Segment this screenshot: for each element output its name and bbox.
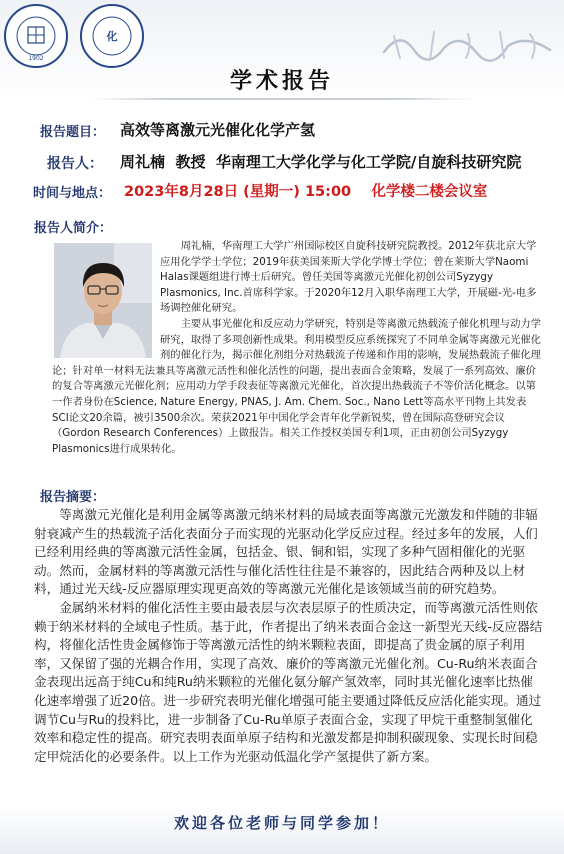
chem-seal-graphic — [82, 6, 142, 66]
abstract-paragraph: 金属纳米材料的催化活性主要由最表层与次表层原子的性质决定，而等离激元活性则依赖于纳米材料的全域电子性质。基于此，作者提出了纳米表面合金这一新型光天线-反应器结构，将催化活性贵金属修饰于等离激元活性的纳米颗粒表面，即提高了贵金属的原子利用率，又保留了强的光耦合作用，实现了高效、廉价的等离激元光催化剂。Cu-Ru纳米表面合金表现出远高于纯Cu和纯Ru纳米颗粒的光催化氨分解产氢效率，同时其光催化速率比热催化速率增强了近20倍。进一步研究表明光催化增强可能主要通过降低反应活化能实现。通过调节Cu与Ru的投料比，进一步制备了Cu-Ru单原子表面合金，实现了甲烷干重整制氢催化效率和稳定性的提高。研究表明表面单原子结构和光激发都是抑制积碳现象、实现长时间稳定甲烷活化的必要条件。以上工作为光驱动低温化学产氢提供了新方案。 — [34, 599, 543, 764]
abstract-label: 报告摘要： — [40, 490, 106, 505]
bnu-logo — [4, 4, 68, 68]
title-divider — [90, 98, 474, 100]
topic-label: 报告题目： — [40, 125, 106, 140]
bio-paragraph: 主要从事光催化和反应动力学研究，特别是等离激元热载流子催化机理与动力学研究，取得了多项创新性成果。利用模型反应系统探究了不同单金属等离激元光催化剂的催化行为，揭示催化剂组分对热载流子传递和作用的影响，发展热载流子催化理论；针对单一材料无法兼具等离激元活性和催化活性的问题，提出表面合金策略，发展了一系列高效、廉价的复合等离激元光催化剂；应用动力学手段表征等离激元光催化，首次提出热载流子不等价活化概念。以第一作者身份在Science, Nature Energy, PNAS, J. Am. Chem. Soc., Nano Lett等高水平刊物上共发表SCI论文20余篇，被引3500余次。荣获2021年中国化学会青年化学新锐奖，曾在国际高登研究会议（Gordon Research Conferences）上做报告。相关工作授权美国专利1项，正由初创公司Syzygy Plasmonics进行成果转化。 — [52, 317, 541, 455]
svg-text:化: 化 — [106, 30, 118, 43]
bnu-year: 1902 — [28, 55, 44, 62]
bio-label: 报告人简介： — [34, 221, 113, 236]
abstract-body — [34, 506, 544, 766]
speaker-label: 报告人： — [47, 156, 103, 172]
bio-paragraph: 周礼楠，华南理工大学广州国际校区自旋科技研究院教授。2012年获北京大学应用化学学士学位；2019年获美国莱斯大学化学博士学位；曾在莱斯大学Naomi Halas课题组进行博士后研究。曾任美国等离激元光催化初创公司Syzygy Plasmonics, Inc.首席科学家。于2020年12月入职华南理工大学，开展磁-光-电多场调控催化研究。 — [160, 240, 537, 315]
chemistry-college-logo — [80, 4, 144, 68]
time-label: 时间与地点： — [33, 186, 112, 201]
topic-value: 高效等离激元光催化化学产氢 — [120, 121, 316, 139]
speaker-bio — [52, 239, 542, 457]
abstract-paragraph: 等离激元光催化是利用金属等离激元纳米材料的局域表面等离激元光激发和伴随的非辐射衰减产生的热载流子活化表面分子而实现的光驱动化学反应过程。经过多年的发展，人们已经利用经典的等离激元活性金属，包括金、银、铜和铝，实现了多种气固相催化的光驱动。然而，金属材料的等离激元活性与催化活性往往是不兼容的，因此结合两种及以上材料，通过光天线-反应器原理实现更高效的等离激元光催化是该领域当前的研究趋势。 — [34, 507, 538, 597]
welcome-message: 欢迎各位老师与同学参加！ — [173, 814, 390, 832]
page-title: 学术报告 — [229, 69, 334, 94]
calligraphy-watermark — [380, 22, 556, 66]
header-band — [0, 0, 564, 100]
bnu-seal-graphic — [6, 6, 66, 66]
time-value: 2023年8月28日 (星期一) 15:00 化学楼二楼会议室 — [124, 184, 488, 200]
speaker-value: 周礼楠 教授 华南理工大学化学与化工学院/自旋科技研究院 — [120, 153, 522, 171]
